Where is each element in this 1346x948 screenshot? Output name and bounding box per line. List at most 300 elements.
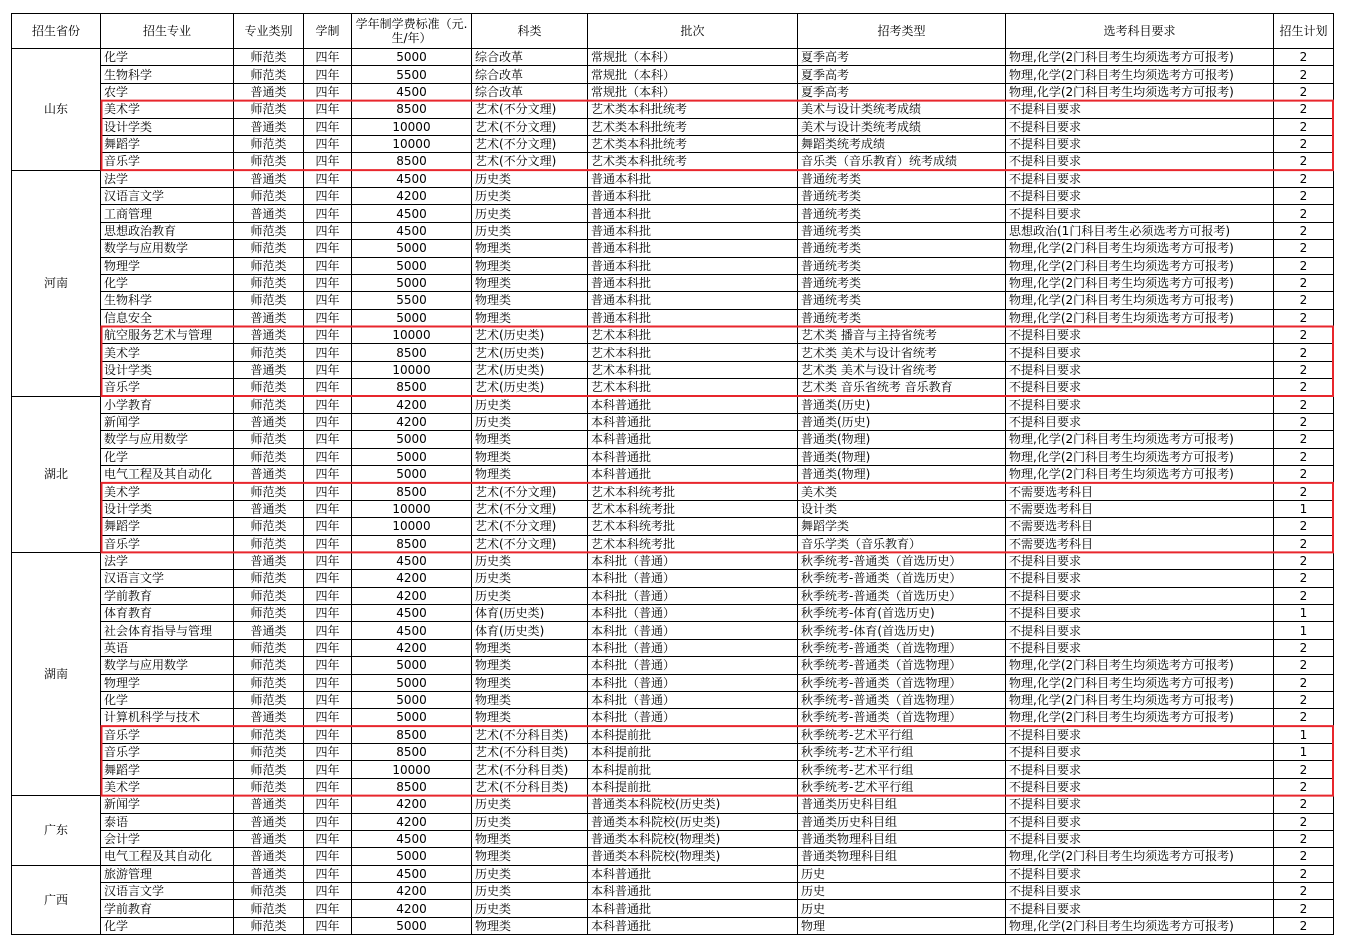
exam-type-cell: 普通类(历史) — [798, 396, 1006, 413]
table-row — [12, 674, 1334, 691]
duration-cell: 四年 — [304, 431, 352, 448]
subject-category-cell: 物理类 — [472, 830, 588, 847]
plan-cell: 1 — [1274, 605, 1334, 622]
table-row — [12, 830, 1334, 847]
tuition-cell: 10000 — [352, 500, 472, 517]
major-type-cell: 师范类 — [234, 587, 304, 604]
subject-category-cell: 历史类 — [472, 188, 588, 205]
exam-type-cell: 普通统考类 — [798, 170, 1006, 187]
plan-cell: 2 — [1274, 49, 1334, 66]
batch-cell: 普通本科批 — [588, 257, 798, 274]
major-type-cell: 普通类 — [234, 796, 304, 813]
major-cell: 化学 — [101, 49, 234, 66]
major-cell: 信息安全 — [101, 309, 234, 326]
subject-requirement-cell: 不提科目要求 — [1006, 605, 1274, 622]
header-tuition: 学年制学费标准（元.生/年） — [352, 14, 472, 49]
exam-type-cell: 音乐学类（音乐教育） — [798, 535, 1006, 552]
major-cell: 学前教育 — [101, 900, 234, 917]
subject-category-cell: 历史类 — [472, 222, 588, 239]
table-row — [12, 292, 1334, 309]
tuition-cell: 4500 — [352, 205, 472, 222]
tuition-cell: 4500 — [352, 622, 472, 639]
table-row — [12, 344, 1334, 361]
subject-category-cell: 物理类 — [472, 309, 588, 326]
duration-cell: 四年 — [304, 49, 352, 66]
subject-requirement-cell: 不提科目要求 — [1006, 587, 1274, 604]
header-subject-requirement: 选考科目要求 — [1006, 14, 1274, 49]
exam-type-cell: 夏季高考 — [798, 49, 1006, 66]
tuition-cell: 10000 — [352, 361, 472, 378]
duration-cell: 四年 — [304, 552, 352, 569]
batch-cell: 本科普通批 — [588, 396, 798, 413]
plan-cell: 2 — [1274, 518, 1334, 535]
major-cell: 化学 — [101, 691, 234, 708]
subject-category-cell: 物理类 — [472, 292, 588, 309]
major-cell: 旅游管理 — [101, 865, 234, 882]
subject-requirement-cell: 不提科目要求 — [1006, 188, 1274, 205]
batch-cell: 本科批（普通） — [588, 709, 798, 726]
batch-cell: 本科普通批 — [588, 466, 798, 483]
subject-requirement-cell: 不提科目要求 — [1006, 327, 1274, 344]
table-row — [12, 274, 1334, 291]
header-subject-category: 科类 — [472, 14, 588, 49]
subject-requirement-cell: 不提科目要求 — [1006, 552, 1274, 569]
exam-type-cell: 艺术类 播音与主持省统考 — [798, 327, 1006, 344]
exam-type-cell: 普通统考类 — [798, 222, 1006, 239]
major-type-cell: 师范类 — [234, 761, 304, 778]
plan-cell: 2 — [1274, 344, 1334, 361]
subject-category-cell: 物理类 — [472, 848, 588, 865]
duration-cell: 四年 — [304, 222, 352, 239]
table-row — [12, 917, 1334, 934]
plan-cell: 2 — [1274, 257, 1334, 274]
batch-cell: 艺术本科批 — [588, 344, 798, 361]
tuition-cell: 4500 — [352, 605, 472, 622]
subject-requirement-cell: 思想政治(1门科目考生必须选考方可报考) — [1006, 222, 1274, 239]
major-cell: 设计学类 — [101, 361, 234, 378]
batch-cell: 普通类本科院校(物理类) — [588, 848, 798, 865]
batch-cell: 本科提前批 — [588, 744, 798, 761]
subject-requirement-cell: 不提科目要求 — [1006, 135, 1274, 152]
subject-category-cell: 艺术(不分文理) — [472, 535, 588, 552]
major-type-cell: 普通类 — [234, 500, 304, 517]
table-row — [12, 379, 1334, 396]
subject-requirement-cell: 不提科目要求 — [1006, 830, 1274, 847]
tuition-cell: 4200 — [352, 570, 472, 587]
batch-cell: 本科批（普通） — [588, 657, 798, 674]
major-cell: 舞蹈学 — [101, 518, 234, 535]
subject-category-cell: 物理类 — [472, 691, 588, 708]
subject-category-cell: 物理类 — [472, 917, 588, 934]
major-type-cell: 普通类 — [234, 413, 304, 430]
batch-cell: 本科普通批 — [588, 900, 798, 917]
exam-type-cell: 历史 — [798, 900, 1006, 917]
major-cell: 法学 — [101, 552, 234, 569]
table-row — [12, 744, 1334, 761]
exam-type-cell: 舞蹈学类 — [798, 518, 1006, 535]
duration-cell: 四年 — [304, 292, 352, 309]
tuition-cell: 8500 — [352, 778, 472, 795]
subject-category-cell: 艺术(历史类) — [472, 344, 588, 361]
subject-requirement-cell: 不需要选考科目 — [1006, 483, 1274, 500]
province-cell: 湖南 — [12, 552, 101, 795]
batch-cell: 本科普通批 — [588, 883, 798, 900]
table-row — [12, 66, 1334, 83]
table-row — [12, 535, 1334, 552]
exam-type-cell: 秋季统考-艺术平行组 — [798, 726, 1006, 743]
table-row — [12, 691, 1334, 708]
table-row — [12, 587, 1334, 604]
tuition-cell: 4200 — [352, 639, 472, 656]
major-cell: 美术学 — [101, 101, 234, 118]
batch-cell: 艺术本科批 — [588, 327, 798, 344]
subject-requirement-cell: 不提科目要求 — [1006, 205, 1274, 222]
exam-type-cell: 普通统考类 — [798, 309, 1006, 326]
duration-cell: 四年 — [304, 274, 352, 291]
exam-type-cell: 普通统考类 — [798, 292, 1006, 309]
exam-type-cell: 美术与设计类统考成绩 — [798, 118, 1006, 135]
batch-cell: 本科批（普通） — [588, 587, 798, 604]
exam-type-cell: 普通统考类 — [798, 240, 1006, 257]
batch-cell: 艺术类本科批统考 — [588, 135, 798, 152]
major-cell: 化学 — [101, 448, 234, 465]
major-type-cell: 师范类 — [234, 448, 304, 465]
exam-type-cell: 秋季统考-普通类（首选历史） — [798, 587, 1006, 604]
subject-requirement-cell: 不提科目要求 — [1006, 361, 1274, 378]
major-cell: 设计学类 — [101, 500, 234, 517]
subject-category-cell: 艺术(历史类) — [472, 327, 588, 344]
tuition-cell: 4500 — [352, 83, 472, 100]
subject-requirement-cell: 物理,化学(2门科目考生均须选考方可报考) — [1006, 292, 1274, 309]
major-type-cell: 普通类 — [234, 466, 304, 483]
subject-category-cell: 艺术(不分文理) — [472, 153, 588, 170]
subject-category-cell: 艺术(不分文理) — [472, 101, 588, 118]
subject-requirement-cell: 不提科目要求 — [1006, 396, 1274, 413]
province-cell: 山东 — [12, 49, 101, 171]
duration-cell: 四年 — [304, 413, 352, 430]
major-cell: 美术学 — [101, 778, 234, 795]
batch-cell: 普通本科批 — [588, 188, 798, 205]
duration-cell: 四年 — [304, 761, 352, 778]
table-row — [12, 170, 1334, 187]
major-cell: 生物科学 — [101, 66, 234, 83]
major-cell: 英语 — [101, 639, 234, 656]
tuition-cell: 5000 — [352, 848, 472, 865]
major-type-cell: 普通类 — [234, 170, 304, 187]
major-cell: 社会体育指导与管理 — [101, 622, 234, 639]
duration-cell: 四年 — [304, 153, 352, 170]
plan-cell: 2 — [1274, 101, 1334, 118]
plan-cell: 2 — [1274, 413, 1334, 430]
subject-category-cell: 艺术(历史类) — [472, 379, 588, 396]
subject-requirement-cell: 不提科目要求 — [1006, 344, 1274, 361]
subject-category-cell: 历史类 — [472, 900, 588, 917]
subject-category-cell: 艺术(不分文理) — [472, 518, 588, 535]
tuition-cell: 4200 — [352, 900, 472, 917]
subject-category-cell: 历史类 — [472, 413, 588, 430]
duration-cell: 四年 — [304, 188, 352, 205]
major-cell: 工商管理 — [101, 205, 234, 222]
tuition-cell: 8500 — [352, 535, 472, 552]
plan-cell: 2 — [1274, 587, 1334, 604]
plan-cell: 2 — [1274, 761, 1334, 778]
subject-requirement-cell: 不需要选考科目 — [1006, 518, 1274, 535]
tuition-cell: 5000 — [352, 274, 472, 291]
duration-cell: 四年 — [304, 101, 352, 118]
subject-requirement-cell: 不提科目要求 — [1006, 622, 1274, 639]
plan-cell: 2 — [1274, 153, 1334, 170]
exam-type-cell: 普通类历史科目组 — [798, 796, 1006, 813]
plan-cell: 1 — [1274, 622, 1334, 639]
tuition-cell: 4500 — [352, 830, 472, 847]
major-type-cell: 师范类 — [234, 674, 304, 691]
duration-cell: 四年 — [304, 796, 352, 813]
exam-type-cell: 普通类(物理) — [798, 448, 1006, 465]
exam-type-cell: 美术类 — [798, 483, 1006, 500]
subject-category-cell: 历史类 — [472, 552, 588, 569]
subject-category-cell: 历史类 — [472, 570, 588, 587]
major-type-cell: 师范类 — [234, 222, 304, 239]
subject-requirement-cell: 不提科目要求 — [1006, 744, 1274, 761]
plan-cell: 2 — [1274, 222, 1334, 239]
plan-cell: 2 — [1274, 292, 1334, 309]
duration-cell: 四年 — [304, 135, 352, 152]
subject-requirement-cell: 物理,化学(2门科目考生均须选考方可报考) — [1006, 691, 1274, 708]
batch-cell: 普通类本科院校(历史类) — [588, 813, 798, 830]
batch-cell: 本科提前批 — [588, 761, 798, 778]
subject-category-cell: 历史类 — [472, 170, 588, 187]
subject-category-cell: 艺术(不分科目类) — [472, 761, 588, 778]
duration-cell: 四年 — [304, 657, 352, 674]
duration-cell: 四年 — [304, 518, 352, 535]
duration-cell: 四年 — [304, 813, 352, 830]
table-row — [12, 778, 1334, 795]
duration-cell: 四年 — [304, 240, 352, 257]
major-cell: 思想政治教育 — [101, 222, 234, 239]
subject-category-cell: 艺术(不分科目类) — [472, 744, 588, 761]
major-cell: 设计学类 — [101, 118, 234, 135]
exam-type-cell: 艺术类 美术与设计省统考 — [798, 361, 1006, 378]
duration-cell: 四年 — [304, 570, 352, 587]
subject-requirement-cell: 物理,化学(2门科目考生均须选考方可报考) — [1006, 274, 1274, 291]
exam-type-cell: 设计类 — [798, 500, 1006, 517]
plan-cell: 2 — [1274, 552, 1334, 569]
major-type-cell: 师范类 — [234, 257, 304, 274]
major-type-cell: 师范类 — [234, 518, 304, 535]
batch-cell: 普通本科批 — [588, 292, 798, 309]
table-row — [12, 222, 1334, 239]
duration-cell: 四年 — [304, 587, 352, 604]
duration-cell: 四年 — [304, 83, 352, 100]
subject-requirement-cell: 不提科目要求 — [1006, 153, 1274, 170]
major-type-cell: 师范类 — [234, 570, 304, 587]
plan-cell: 2 — [1274, 796, 1334, 813]
header-row — [12, 14, 1334, 49]
table-row — [12, 153, 1334, 170]
subject-requirement-cell: 物理,化学(2门科目考生均须选考方可报考) — [1006, 848, 1274, 865]
subject-category-cell: 物理类 — [472, 657, 588, 674]
major-cell: 音乐学 — [101, 153, 234, 170]
table-row — [12, 188, 1334, 205]
duration-cell: 四年 — [304, 674, 352, 691]
exam-type-cell: 普通类(历史) — [798, 413, 1006, 430]
major-type-cell: 师范类 — [234, 917, 304, 934]
batch-cell: 本科批（普通） — [588, 622, 798, 639]
batch-cell: 艺术本科统考批 — [588, 500, 798, 517]
plan-cell: 2 — [1274, 709, 1334, 726]
tuition-cell: 4500 — [352, 552, 472, 569]
major-type-cell: 师范类 — [234, 726, 304, 743]
subject-category-cell: 艺术(不分文理) — [472, 483, 588, 500]
plan-cell: 2 — [1274, 848, 1334, 865]
subject-requirement-cell: 不提科目要求 — [1006, 761, 1274, 778]
subject-requirement-cell: 物理,化学(2门科目考生均须选考方可报考) — [1006, 49, 1274, 66]
tuition-cell: 4200 — [352, 813, 472, 830]
tuition-cell: 5000 — [352, 240, 472, 257]
exam-type-cell: 历史 — [798, 883, 1006, 900]
major-cell: 会计学 — [101, 830, 234, 847]
subject-category-cell: 物理类 — [472, 466, 588, 483]
tuition-cell: 8500 — [352, 483, 472, 500]
exam-type-cell: 舞蹈类统考成绩 — [798, 135, 1006, 152]
batch-cell: 本科批（普通） — [588, 691, 798, 708]
subject-requirement-cell: 物理,化学(2门科目考生均须选考方可报考) — [1006, 431, 1274, 448]
major-cell: 生物科学 — [101, 292, 234, 309]
table-row — [12, 309, 1334, 326]
exam-type-cell: 秋季统考-普通类（首选物理） — [798, 657, 1006, 674]
duration-cell: 四年 — [304, 830, 352, 847]
tuition-cell: 5000 — [352, 466, 472, 483]
table-row — [12, 205, 1334, 222]
duration-cell: 四年 — [304, 778, 352, 795]
exam-type-cell: 艺术类 美术与设计省统考 — [798, 344, 1006, 361]
table-row — [12, 257, 1334, 274]
plan-cell: 2 — [1274, 170, 1334, 187]
batch-cell: 普通本科批 — [588, 205, 798, 222]
duration-cell: 四年 — [304, 848, 352, 865]
exam-type-cell: 艺术类 音乐省统考 音乐教育 — [798, 379, 1006, 396]
plan-cell: 2 — [1274, 657, 1334, 674]
subject-requirement-cell: 物理,化学(2门科目考生均须选考方可报考) — [1006, 257, 1274, 274]
exam-type-cell: 普通类物理科目组 — [798, 830, 1006, 847]
duration-cell: 四年 — [304, 744, 352, 761]
major-type-cell: 普通类 — [234, 309, 304, 326]
batch-cell: 本科批（普通） — [588, 605, 798, 622]
plan-cell: 2 — [1274, 274, 1334, 291]
batch-cell: 普通类本科院校(历史类) — [588, 796, 798, 813]
major-type-cell: 普通类 — [234, 361, 304, 378]
major-type-cell: 普通类 — [234, 205, 304, 222]
plan-cell: 2 — [1274, 570, 1334, 587]
major-cell: 电气工程及其自动化 — [101, 466, 234, 483]
subject-category-cell: 物理类 — [472, 240, 588, 257]
duration-cell: 四年 — [304, 883, 352, 900]
duration-cell: 四年 — [304, 709, 352, 726]
subject-category-cell: 物理类 — [472, 709, 588, 726]
subject-requirement-cell: 物理,化学(2门科目考生均须选考方可报考) — [1006, 709, 1274, 726]
batch-cell: 艺术本科批 — [588, 379, 798, 396]
duration-cell: 四年 — [304, 726, 352, 743]
plan-cell: 2 — [1274, 327, 1334, 344]
duration-cell: 四年 — [304, 535, 352, 552]
major-cell: 法学 — [101, 170, 234, 187]
plan-cell: 2 — [1274, 66, 1334, 83]
plan-cell: 2 — [1274, 883, 1334, 900]
duration-cell: 四年 — [304, 917, 352, 934]
exam-type-cell: 秋季统考-普通类（首选物理） — [798, 709, 1006, 726]
enrollment-table — [11, 13, 1334, 935]
table-row — [12, 761, 1334, 778]
subject-requirement-cell: 物理,化学(2门科目考生均须选考方可报考) — [1006, 66, 1274, 83]
subject-category-cell: 艺术(不分科目类) — [472, 778, 588, 795]
subject-category-cell: 物理类 — [472, 448, 588, 465]
plan-cell: 2 — [1274, 361, 1334, 378]
tuition-cell: 10000 — [352, 518, 472, 535]
batch-cell: 普通本科批 — [588, 309, 798, 326]
duration-cell: 四年 — [304, 691, 352, 708]
major-type-cell: 师范类 — [234, 883, 304, 900]
subject-category-cell: 艺术(不分文理) — [472, 118, 588, 135]
batch-cell: 本科批（普通） — [588, 570, 798, 587]
major-cell: 新闻学 — [101, 796, 234, 813]
exam-type-cell: 普通统考类 — [798, 205, 1006, 222]
exam-type-cell: 秋季统考-艺术平行组 — [798, 744, 1006, 761]
duration-cell: 四年 — [304, 66, 352, 83]
exam-type-cell: 物理 — [798, 917, 1006, 934]
exam-type-cell: 秋季统考-普通类（首选物理） — [798, 639, 1006, 656]
subject-category-cell: 历史类 — [472, 883, 588, 900]
province-cell: 广东 — [12, 796, 101, 866]
major-cell: 物理学 — [101, 674, 234, 691]
exam-type-cell: 夏季高考 — [798, 66, 1006, 83]
exam-type-cell: 秋季统考-艺术平行组 — [798, 761, 1006, 778]
plan-cell: 2 — [1274, 448, 1334, 465]
major-type-cell: 师范类 — [234, 605, 304, 622]
table-body — [12, 49, 1334, 935]
table-row — [12, 605, 1334, 622]
tuition-cell: 10000 — [352, 761, 472, 778]
duration-cell: 四年 — [304, 500, 352, 517]
tuition-cell: 10000 — [352, 118, 472, 135]
subject-requirement-cell: 物理,化学(2门科目考生均须选考方可报考) — [1006, 466, 1274, 483]
plan-cell: 2 — [1274, 483, 1334, 500]
subject-requirement-cell: 不提科目要求 — [1006, 379, 1274, 396]
exam-type-cell: 音乐类（音乐教育）统考成绩 — [798, 153, 1006, 170]
plan-cell: 2 — [1274, 118, 1334, 135]
major-type-cell: 普通类 — [234, 552, 304, 569]
plan-cell: 2 — [1274, 396, 1334, 413]
exam-type-cell: 秋季统考-普通类（首选历史） — [798, 552, 1006, 569]
major-type-cell: 普通类 — [234, 118, 304, 135]
subject-requirement-cell: 不需要选考科目 — [1006, 500, 1274, 517]
exam-type-cell: 普通统考类 — [798, 188, 1006, 205]
duration-cell: 四年 — [304, 396, 352, 413]
exam-type-cell: 普通类物理科目组 — [798, 848, 1006, 865]
major-cell: 化学 — [101, 917, 234, 934]
table-row — [12, 327, 1334, 344]
batch-cell: 本科普通批 — [588, 448, 798, 465]
exam-type-cell: 普通统考类 — [798, 274, 1006, 291]
major-type-cell: 师范类 — [234, 778, 304, 795]
tuition-cell: 5500 — [352, 66, 472, 83]
table-row — [12, 796, 1334, 813]
tuition-cell: 4500 — [352, 222, 472, 239]
tuition-cell: 8500 — [352, 153, 472, 170]
batch-cell: 普通类本科院校(物理类) — [588, 830, 798, 847]
plan-cell: 1 — [1274, 500, 1334, 517]
plan-cell: 2 — [1274, 205, 1334, 222]
major-type-cell: 师范类 — [234, 691, 304, 708]
